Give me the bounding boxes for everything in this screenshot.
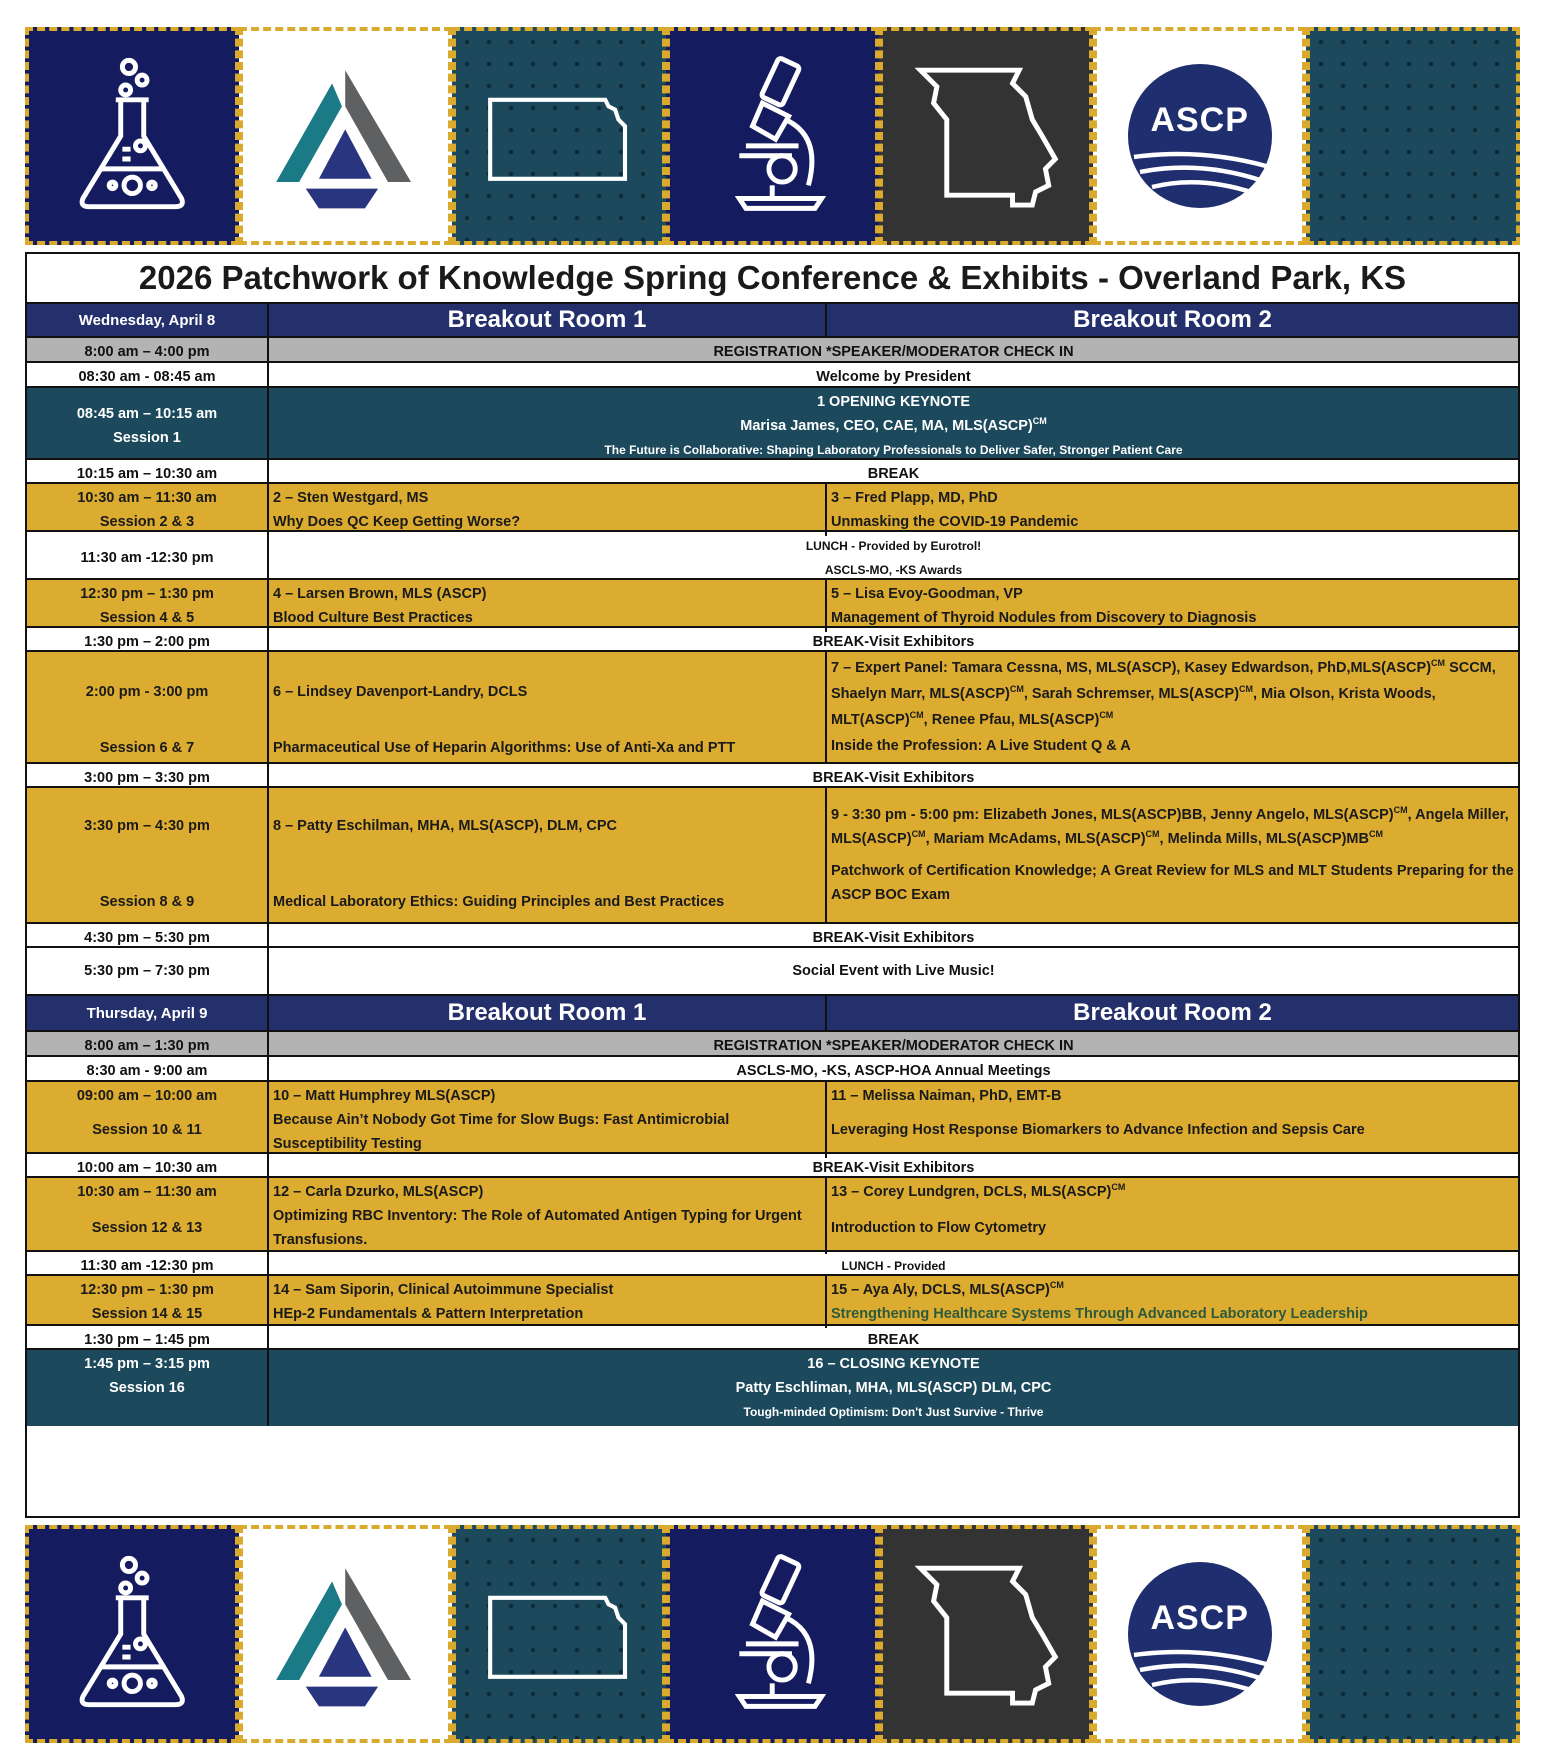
- flask-tile: [25, 1525, 239, 1743]
- event-cell: [267, 532, 1518, 584]
- table-row: [27, 628, 1518, 652]
- room2-header: Breakout Room 2: [825, 996, 1518, 1030]
- table-row: [27, 1350, 1518, 1426]
- pattern-tile: [1306, 1525, 1520, 1743]
- missouri-tile: [879, 27, 1093, 245]
- table-row: [27, 652, 1518, 764]
- speaker-text: 11 – Melissa Naiman, PhD, EMT-B: [831, 1088, 1062, 1104]
- event-cell: ASCLS-MO, -KS, ASCP-HOA Annual Meetings: [267, 1057, 1518, 1085]
- event-cell: BREAK: [267, 1326, 1518, 1354]
- speaker-text: 10 – Matt Humphrey MLS(ASCP): [273, 1088, 496, 1104]
- bottom-banner: [25, 1525, 1520, 1743]
- room1-cell: [267, 1178, 825, 1254]
- time-cell: [27, 580, 267, 632]
- flask-tile: [25, 27, 239, 245]
- keynote-topic: Tough-minded Optimism: Don't Just Survive - Thrive: [743, 1405, 1044, 1419]
- speaker-text: 4 – Larsen Brown, MLS (ASCP): [273, 586, 487, 602]
- speaker-text: 3 – Fred Plapp, MD, PhD: [831, 490, 998, 506]
- keynote-topic: The Future is Collaborative: Shaping Laboratory Professionals to Deliver Safer, Stronger Patient Care: [604, 443, 1183, 457]
- time-cell: 1:30 pm – 2:00 pm: [84, 634, 210, 650]
- schedule-table: [25, 252, 1520, 1518]
- event-cell: LUNCH - Provided: [267, 1252, 1518, 1280]
- topic-text: Strengthening Healthcare Systems Through Advanced Laboratory Leadership: [831, 1306, 1368, 1322]
- microscope-tile: [666, 27, 880, 245]
- table-row: [27, 484, 1518, 532]
- page-title: 2026 Patchwork of Knowledge Spring Conference & Exhibits - Overland Park, KS: [27, 254, 1518, 304]
- speaker-text: 8 – Patty Eschilman, MHA, MLS(ASCP), DLM, CPC: [273, 818, 618, 834]
- time-cell: 8:00 am – 4:00 pm: [84, 344, 210, 360]
- table-row: [27, 1057, 1518, 1082]
- topic-text: Medical Laboratory Ethics: Guiding Principles and Best Practices: [273, 894, 725, 910]
- triangle-logo-tile: [239, 1525, 453, 1743]
- time-text: 08:45 am – 10:15 am: [76, 406, 218, 422]
- room1-header: Breakout Room 1: [267, 304, 825, 336]
- missouri-map-icon: [904, 52, 1068, 220]
- session-text: Session 14 & 15: [91, 1306, 203, 1322]
- time-cell: [27, 1350, 267, 1426]
- time-text: 2:00 pm - 3:00 pm: [85, 684, 209, 700]
- microscope-tile: [666, 1525, 880, 1743]
- time-cell: 8:30 am - 9:00 am: [86, 1063, 208, 1079]
- time-cell: [27, 788, 267, 922]
- speaker-text: 12 – Carla Dzurko, MLS(ASCP): [273, 1184, 484, 1200]
- ascp-logo-tile: [1093, 27, 1307, 245]
- table-row: [27, 338, 1518, 363]
- table-row: [27, 948, 1518, 996]
- kansas-map-icon: [477, 1550, 641, 1718]
- speaker-text: 9 - 3:30 pm - 5:00 pm: Elizabeth Jones, MLS(ASCP)BB, Jenny Angelo, MLS(ASCP)$^{CM}$, Angela Miller, MLS(ASCP)$^{CM}$, Mariam McAdams, MLS(ASCP)$^{CM}$, Melinda Mills, $MLS(ASCP)MB^{CM}$: [831, 805, 1509, 847]
- flask-icon: [50, 52, 214, 220]
- room2-cell: [825, 788, 1518, 922]
- time-cell: 4:30 pm – 5:30 pm: [84, 930, 210, 946]
- table-row: [27, 580, 1518, 628]
- time-cell: 10:15 am – 10:30 am: [76, 466, 218, 482]
- time-cell: 3:00 pm – 3:30 pm: [84, 770, 210, 786]
- time-text: 1:45 pm – 3:15 pm: [84, 1356, 210, 1372]
- microscope-icon: [690, 52, 854, 220]
- day2-header-row: [27, 996, 1518, 1032]
- ascp-logo-tile: [1093, 1525, 1307, 1743]
- speaker-text: 15 – Aya Aly, DCLS, MLS(ASCP)$^{CM}$: [831, 1280, 1064, 1298]
- topic-text: Why Does QC Keep Getting Worse?: [273, 514, 521, 530]
- topic-text: Leveraging Host Response Biomarkers to Advance Infection and Sepsis Care: [831, 1122, 1365, 1138]
- time-text: 10:30 am – 11:30 am: [77, 1184, 217, 1200]
- table-row: [27, 532, 1518, 580]
- pattern-tile: [1306, 27, 1520, 245]
- speaker-text: 5 – Lisa Evoy-Goodman, VP: [831, 586, 1023, 602]
- kansas-tile: [452, 27, 666, 245]
- kansas-tile: [452, 1525, 666, 1743]
- table-row: [27, 363, 1518, 388]
- session-text: Session 8 & 9: [99, 894, 195, 910]
- table-row: [27, 788, 1518, 924]
- session-text: Session 6 & 7: [99, 740, 195, 756]
- event-cell: BREAK-Visit Exhibitors: [267, 924, 1518, 952]
- room1-cell: [267, 1276, 825, 1328]
- table-row: [27, 1154, 1518, 1178]
- time-cell: 11:30 am -12:30 pm: [80, 550, 214, 566]
- keynote-cell: [267, 1350, 1518, 1426]
- speaker-text: 14 – Sam Siporin, Clinical Autoimmune Specialist: [273, 1282, 614, 1298]
- room1-cell: [267, 580, 825, 632]
- event-cell: BREAK-Visit Exhibitors: [267, 764, 1518, 792]
- missouri-map-icon: [904, 1550, 1068, 1718]
- time-text: 09:00 am – 10:00 am: [76, 1088, 218, 1104]
- table-row: [27, 1326, 1518, 1350]
- session-text: Session 10 & 11: [92, 1122, 202, 1138]
- table-row: [27, 460, 1518, 484]
- keynote-speaker: Patty Eschliman, MHA, MLS(ASCP) DLM, CPC: [735, 1380, 1052, 1396]
- ascp-logo: [1125, 1559, 1275, 1709]
- microscope-icon: [690, 1550, 854, 1718]
- topic-text: Pharmaceutical Use of Heparin Algorithms: Use of Anti-Xa and PTT: [273, 740, 736, 756]
- session-text: Session 1: [113, 430, 181, 446]
- time-cell: [27, 1082, 267, 1158]
- keynote-title: 1 OPENING KEYNOTE: [816, 394, 971, 410]
- room2-cell: [825, 580, 1518, 632]
- day1-header-row: [27, 304, 1518, 338]
- ascp-logo: [1125, 61, 1275, 211]
- session-text: Session 2 & 3: [99, 514, 195, 530]
- room2-header: Breakout Room 2: [825, 304, 1518, 336]
- time-cell: [27, 1178, 267, 1254]
- triangle-logo-tile: [239, 27, 453, 245]
- time-cell: 08:30 am - 08:45 am: [78, 369, 216, 385]
- topic-text: Management of Thyroid Nodules from Discovery to Diagnosis: [831, 610, 1257, 626]
- triangle-logo-icon: [263, 52, 427, 220]
- event-cell: Social Event with Live Music!: [267, 948, 1518, 994]
- topic-text: Optimizing RBC Inventory: The Role of Automated Antigen Typing for Urgent Transfusions.: [273, 1208, 802, 1248]
- event-cell: BREAK-Visit Exhibitors: [267, 1154, 1518, 1182]
- event-cell: REGISTRATION *SPEAKER/MODERATOR CHECK IN: [267, 1032, 1518, 1060]
- room1-header: Breakout Room 1: [267, 996, 825, 1030]
- time-cell: 10:00 am – 10:30 am: [76, 1160, 218, 1176]
- time-cell: 11:30 am -12:30 pm: [80, 1258, 214, 1274]
- topic-text: Because Ain’t Nobody Got Time for Slow Bugs: Fast Antimicrobial Susceptibility Testing: [273, 1112, 730, 1152]
- event-cell: REGISTRATION *SPEAKER/MODERATOR CHECK IN: [267, 338, 1518, 366]
- time-cell: [27, 1276, 267, 1328]
- time-text: 10:30 am – 11:30 am: [77, 490, 217, 506]
- triangle-logo-icon: [263, 1550, 427, 1718]
- speaker-text: 6 – Lindsey Davenport-Landry, DCLS: [273, 684, 528, 700]
- event-cell: BREAK: [267, 460, 1518, 488]
- session-text: Session 4 & 5: [99, 610, 195, 626]
- table-row: [27, 1276, 1518, 1326]
- day2-label: Thursday, April 9: [86, 1004, 208, 1022]
- flask-icon: [50, 1550, 214, 1718]
- table-row: [27, 764, 1518, 788]
- room1-cell: [267, 788, 825, 922]
- keynote-title: 16 – CLOSING KEYNOTE: [807, 1356, 980, 1372]
- missouri-tile: [879, 1525, 1093, 1743]
- speaker-text: 13 – Corey Lundgren, DCLS, MLS(ASCP)$^{CM}$: [831, 1182, 1126, 1200]
- topic-text: HEp-2 Fundamentals & Pattern Interpretation: [273, 1306, 584, 1322]
- table-row: [27, 388, 1518, 460]
- ascp-logo-text: ASCP: [1150, 1599, 1249, 1637]
- kansas-map-icon: [477, 52, 641, 220]
- keynote-speaker: Marisa James, CEO, CAE, MA, MLS(ASCP)$^{CM}$: [740, 416, 1047, 434]
- table-row: [27, 1178, 1518, 1252]
- table-row: [27, 1252, 1518, 1276]
- speaker-text: 2 – Sten Westgard, MS: [273, 490, 429, 506]
- event-cell: Welcome by President: [267, 363, 1518, 391]
- time-cell: [27, 388, 267, 464]
- topic-text: Blood Culture Best Practices: [273, 610, 473, 626]
- awards-text: ASCLS-MO, -KS Awards: [824, 563, 963, 577]
- room1-cell: [267, 484, 825, 536]
- lunch-text: LUNCH - Provided by Eurotrol!: [805, 539, 982, 553]
- room1-cell: [267, 1082, 825, 1158]
- table-row: [27, 924, 1518, 948]
- time-cell: 1:30 pm – 1:45 pm: [84, 1332, 210, 1348]
- topic-text: Inside the Profession: A Live Student Q & A: [831, 738, 1131, 754]
- topic-text: Introduction to Flow Cytometry: [831, 1220, 1047, 1236]
- room1-cell: [267, 652, 825, 762]
- keynote-cell: [267, 388, 1518, 464]
- room2-cell: [825, 1178, 1518, 1254]
- ascp-logo-text: ASCP: [1150, 101, 1249, 139]
- room2-cell: [825, 484, 1518, 536]
- event-cell: BREAK-Visit Exhibitors: [267, 628, 1518, 656]
- top-banner: [25, 27, 1520, 245]
- room2-cell: [825, 1082, 1518, 1158]
- session-text: Session 16: [109, 1380, 185, 1396]
- time-text: 12:30 pm – 1:30 pm: [80, 586, 214, 602]
- time-cell: [27, 652, 267, 762]
- topic-text: Patchwork of Certification Knowledge; A Great Review for MLS and MLT Students Preparing for the ASCP BOC Exam: [831, 863, 1514, 903]
- speaker-text: 7 – Expert Panel: Tamara Cessna, MS, MLS(ASCP), Kasey Edwardson, PhD,MLS(ASCP)$^{CM}$ SCCM, Shaelyn Marr, MLS(ASCP)$^{CM}$, Sarah Schremser, MLS(ASCP)$^{CM}$, Mia Olson, Krista Woods, MLT(ASCP)$^{CM}$, Renee Pfau, MLS(ASCP)$^{CM}$: [831, 658, 1496, 728]
- day1-label: Wednesday, April 8: [78, 311, 216, 329]
- room2-cell: [825, 1276, 1518, 1328]
- table-row: [27, 1082, 1518, 1154]
- time-cell: [27, 484, 267, 536]
- time-cell: 8:00 am – 1:30 pm: [84, 1038, 210, 1054]
- time-cell: 5:30 pm – 7:30 pm: [84, 963, 210, 979]
- time-text: 3:30 pm – 4:30 pm: [84, 818, 210, 834]
- session-text: Session 12 & 13: [91, 1220, 203, 1236]
- topic-text: Unmasking the COVID-19 Pandemic: [831, 514, 1079, 530]
- room2-cell: [825, 652, 1518, 762]
- table-row: [27, 1032, 1518, 1057]
- time-text: 12:30 pm – 1:30 pm: [80, 1282, 214, 1298]
